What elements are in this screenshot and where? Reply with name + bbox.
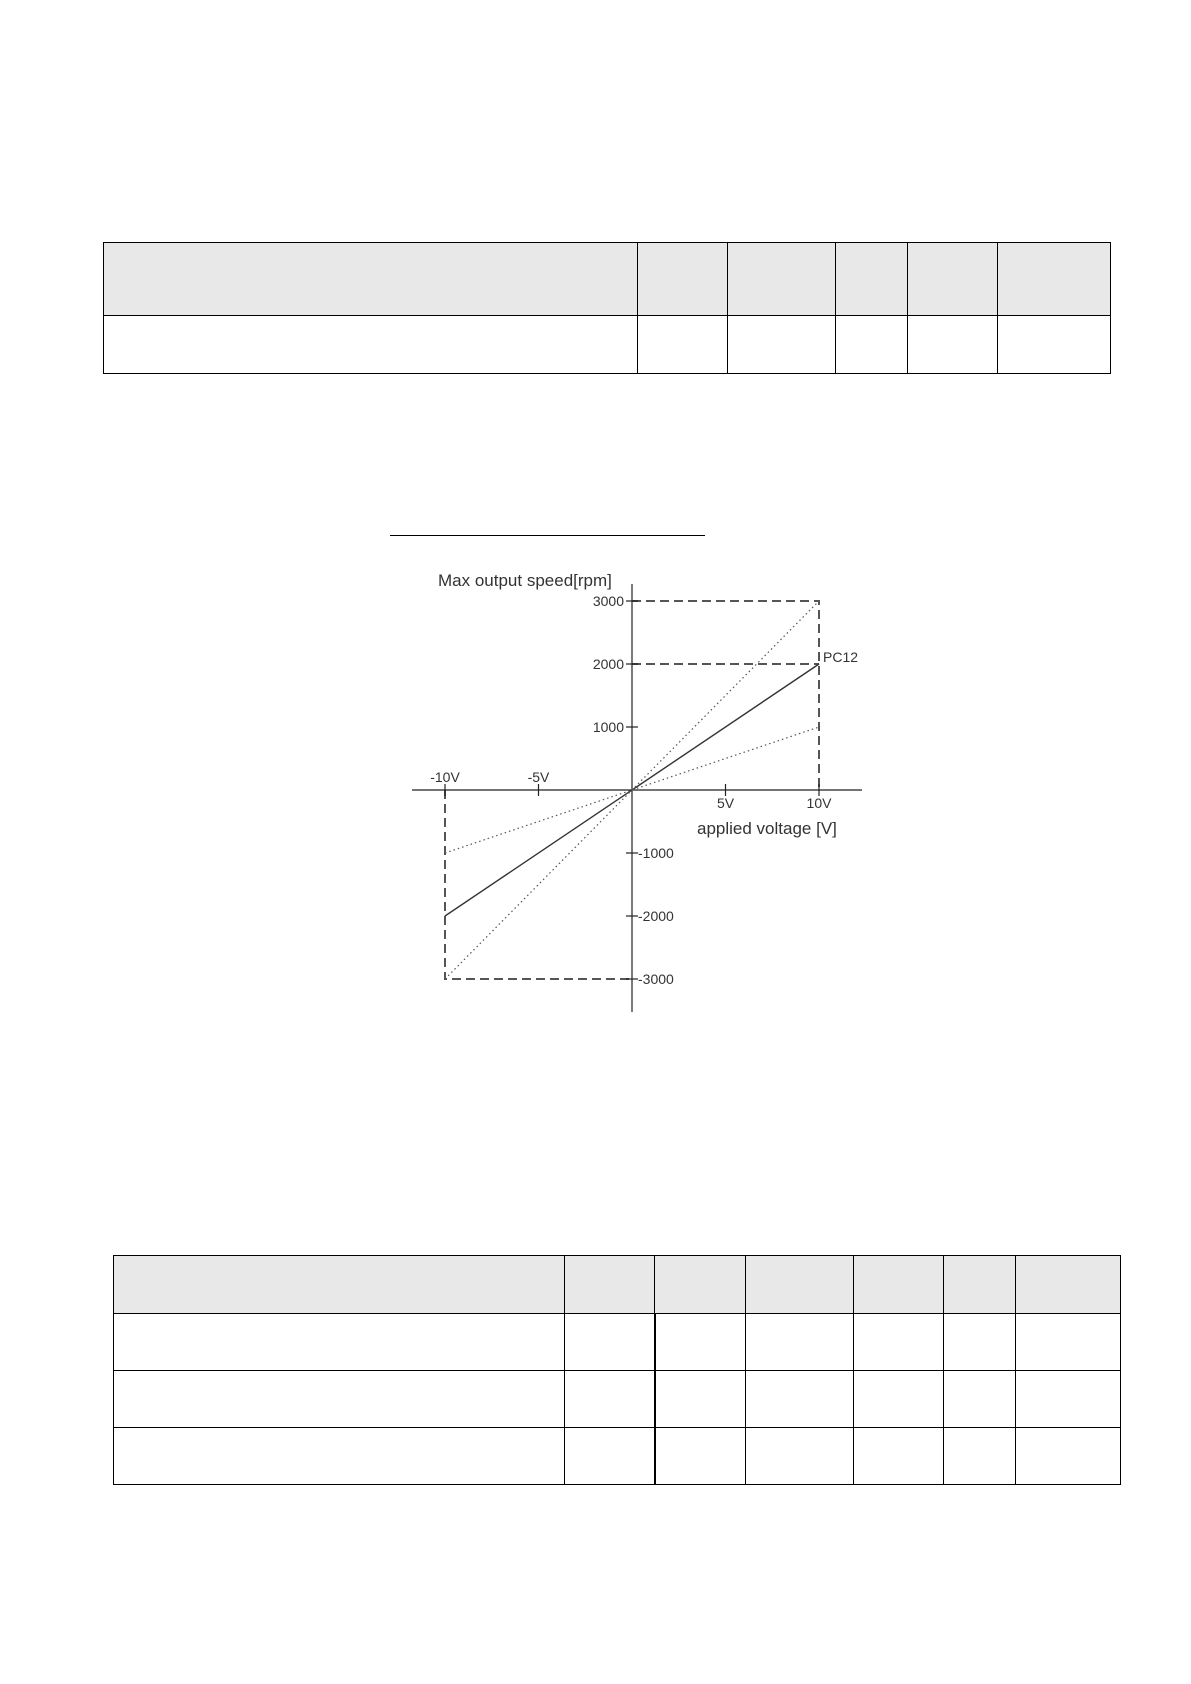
pc12-annotation: PC12 — [823, 649, 859, 665]
header-cell — [1016, 1256, 1121, 1314]
table-cell — [565, 1371, 655, 1428]
table-cell — [655, 1314, 746, 1371]
x-tick-label: 5V — [716, 795, 735, 811]
parameter-table-top — [103, 242, 1111, 374]
table-cell — [655, 1371, 746, 1428]
table-row — [114, 1314, 1121, 1371]
x-tick-label: 10V — [806, 795, 832, 811]
table-cell — [854, 1314, 944, 1371]
header-cell — [998, 243, 1111, 316]
header-cell — [746, 1256, 854, 1314]
table-cell — [1016, 1314, 1121, 1371]
table-cell — [638, 316, 728, 374]
y-axis-label: Max output speed[rpm] — [438, 572, 612, 590]
table-cell — [565, 1428, 655, 1485]
table-cell — [944, 1428, 1016, 1485]
table-cell — [565, 1314, 655, 1371]
x-tick-label: -10V — [430, 769, 460, 785]
x-tick-label: -5V — [527, 769, 550, 785]
parameter-table-bottom — [113, 1255, 1121, 1485]
header-cell — [114, 1256, 565, 1314]
table-row — [114, 1428, 1121, 1485]
table-cell — [908, 316, 998, 374]
y-tick-label: -2000 — [638, 908, 674, 924]
table-cell — [854, 1428, 944, 1485]
speed-voltage-graph — [400, 572, 870, 1012]
header-cell — [854, 1256, 944, 1314]
header-cell — [908, 243, 998, 316]
table-cell — [746, 1371, 854, 1428]
header-cell — [104, 243, 638, 316]
x-axis-label: applied voltage [V] — [697, 819, 837, 838]
table-cell — [655, 1428, 746, 1485]
table-cell — [944, 1314, 1016, 1371]
table-header-row — [114, 1256, 1121, 1314]
header-cell — [655, 1256, 746, 1314]
table-row — [104, 316, 1111, 374]
y-tick-label: 2000 — [592, 656, 624, 672]
table-cell — [854, 1371, 944, 1428]
table-cell — [836, 316, 908, 374]
table-cell — [114, 1314, 565, 1371]
table-cell — [114, 1371, 565, 1428]
table-cell — [944, 1371, 1016, 1428]
table-row — [114, 1371, 1121, 1428]
table-header-row — [104, 243, 1111, 316]
table-cell — [746, 1314, 854, 1371]
y-tick-label: -1000 — [638, 845, 674, 861]
header-cell — [944, 1256, 1016, 1314]
table-cell — [104, 316, 638, 374]
header-cell — [728, 243, 836, 316]
header-cell — [638, 243, 728, 316]
y-tick-label: -3000 — [638, 971, 674, 987]
table-cell — [746, 1428, 854, 1485]
header-cell — [836, 243, 908, 316]
table-cell — [114, 1428, 565, 1485]
table-cell — [998, 316, 1111, 374]
heading-underline — [390, 535, 705, 536]
header-cell — [565, 1256, 655, 1314]
y-tick-label: 3000 — [592, 593, 624, 609]
table-cell — [728, 316, 836, 374]
table-cell — [1016, 1371, 1121, 1428]
y-tick-label: 1000 — [592, 719, 624, 735]
table-cell — [1016, 1428, 1121, 1485]
